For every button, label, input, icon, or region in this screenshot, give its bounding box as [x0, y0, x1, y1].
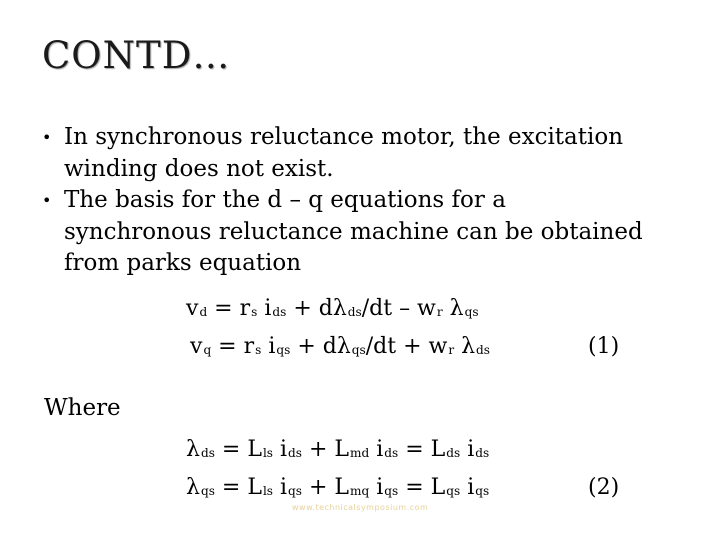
equation-number-1: (1) — [588, 334, 620, 359]
equation-lambda-ds: $\lambda_{ds} = L_{ls}$ $i_{ds} + L_{md}$ $i_{ds} = L_{ds}$ $i_{ds}$ — [186, 437, 490, 462]
equation-vq: $v_q = r_s$ $i_{qs} + d\lambda_{qs}/dt + w_r$ $\lambda_{ds}$ — [190, 334, 490, 359]
bullet-list — [40, 122, 660, 280]
bullet-text-2: The basis for the d – q equations for a synchronous reluctance machine can be obtained from parks equation — [64, 187, 643, 276]
equation-lambda-qs: $\lambda_{qs} = L_{ls}$ $i_{qs} + L_{mq}$ $i_{qs} = L_{qs}$ $i_{qs}$ — [186, 475, 490, 500]
bullet-dot-icon: • — [42, 191, 52, 210]
bullet-item-2 — [40, 185, 660, 280]
bullet-dot-icon: • — [42, 128, 52, 147]
bullet-text-1: In synchronous reluctance motor, the excitation winding does not exist. — [64, 124, 624, 182]
bullet-item-1 — [40, 122, 660, 185]
where-label: Where — [44, 395, 121, 421]
equation-number-2: (2) — [588, 475, 620, 500]
equation-vd: $v_d = r_s$ $i_{ds} + d\lambda_{ds}/dt - w_r$ $\lambda_{qs}$ — [186, 296, 479, 321]
watermark: www.technicalsymposium.com — [292, 503, 429, 512]
slide-title: CONTD… — [42, 34, 231, 77]
